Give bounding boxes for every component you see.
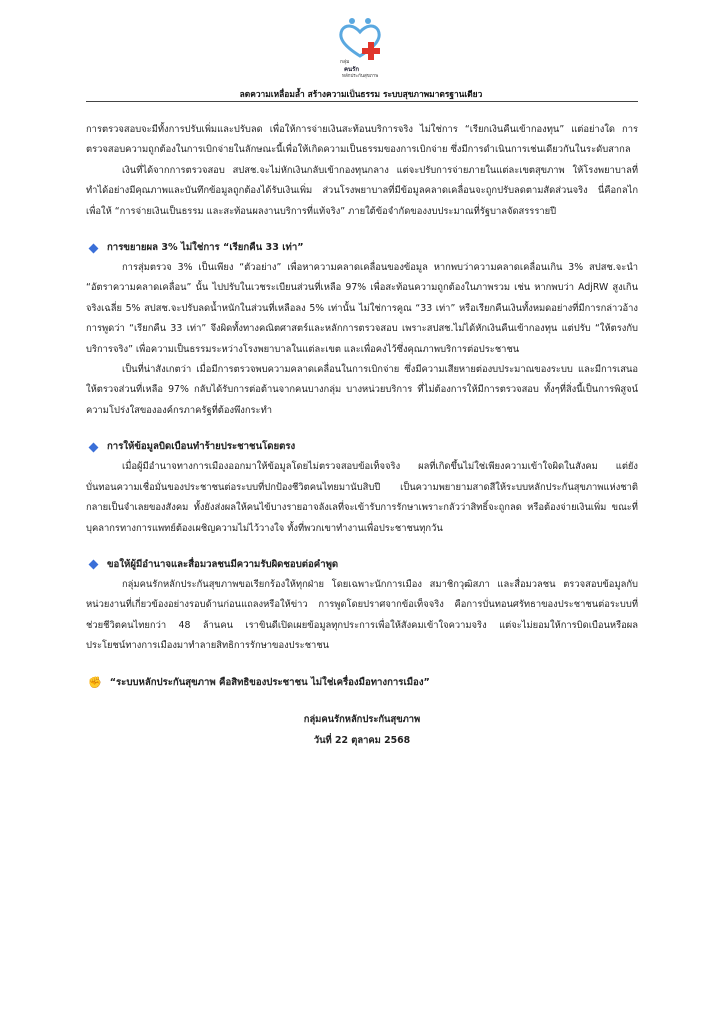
logo-text-main: คนรัก (344, 66, 359, 73)
intro-paragraph-1: การตรวจสอบจะมีทั้งการปรับเพิ่มและปรับลด เพื่อให้การจ่ายเงินสะท้อนบริการจริง ไม่ใช่การ “เรียกเงินคืนเข้ากองทุน” แต่อย่างใด การตรวจสอบความถูกต้องในการเบิกจ่ายในลักษณะนี้เพื่อให้เกิดความเป็นธรรมของการเบิกจ่าย ซึ่งมีการดำเนินการเช่นเดียวกันในระดับสากล (86, 124, 638, 156)
raised-fist-icon: ✊ (88, 675, 102, 689)
diamond-bullet-icon (89, 243, 99, 253)
section-2-heading (86, 437, 638, 457)
section-1-title: การขยายผล 3% ไม่ใช่การ “เรียกคืน 33 เท่า” (107, 242, 304, 254)
heart-cross-icon (330, 16, 390, 66)
section-3-paragraph-1: กลุ่มคนรักหลักประกันสุขภาพขอเรียกร้องให้ทุกฝ่าย โดยเฉพาะนักการเมือง สมาชิกวุฒิสภา และสื่อมวลชน ตรวจสอบข้อมูลกับหน่วยงานที่เกี่ยวข้องอย่างรอบด้านก่อนแถลงหรือให้ข่าว การพูดโดยปราศจากข้อเท็จจริง คือการบั่นทอนศรัทธาของประชาชนต่อระบบที่ช่วยชีวิตคนไทยกว่า 48 ล้านคน เราขินดีเปิดเผยข้อมูลทุกประการเพื่อให้สังคมเข้าใจความจริง แต่จะไม่ยอมให้การบิดเบือนหรือผลประโยชน์ทางการเมืองมาทำลายสิทธิการรักษาของประชาชน (86, 578, 638, 652)
document-body (86, 120, 638, 751)
diamond-bullet-icon (89, 560, 99, 570)
logo-text-sub: หลักประกันสุขภาพ (342, 74, 379, 79)
section-1-paragraph-1: การสุ่มตรวจ 3% เป็นเพียง “ตัวอย่าง” เพื่อหาความคลาดเคลื่อนของข้อมูล หากพบว่าความคลาดเคลื่อนเกิน 3% สปสช.จะนำ “อัตราความคลาดเคลื่อน” นั้น ไปปรับในเวชระเบียนส่วนที่เหลือ 97% เพื่อสะท้อนความถูกต้องในภาพรวม เช่น หากพบว่า AdjRW สูงเกินจริงเฉลี่ย 5% สปสช.จะปรับลดน้ำหนักในส่วนที่เหลือลง 5% เท่านั้น ไม่ใช่การคูณ “33 เท่า” หรือเรียกคืนเงินทั้งหมดอย่างที่มีการกล่าวอ้าง การพูดว่า “เรียกคืน 33 เท่า” จึงผิดทั้งทางคณิตศาสตร์และหลักการตรวจสอบ เพราะสปสช.ไม่ได้หักเงินคืนเข้ากองทุน แต่ปรับ “ให้ตรงกับบริการจริง” เพื่อความเป็นธรรมระหว่างโรงพยาบาลในแต่ละเขต และเพื่อคงไว้ซึ่งคุณภาพบริการต่อประชาชน (86, 262, 638, 355)
section-1-paragraph-2: เป็นที่น่าสังเกตว่า เมื่อมีการตรวจพบความคลาดเคลื่อนในการเบิกจ่าย ซึ่งมีความเสียหายต่องบประมาณของระบบ และมีการเสนอให้ตรวจส่วนที่เหลือ 97% กลับได้รับการต่อต้านจากคนบางกลุ่ม บางหน่วยบริการ ที่ไม่ต้องการให้มีการตรวจสอบ ทั้งๆที่สิ่งนี้เป็นการพิสูจน์ความโปร่งใสขององค์กรภาครัฐที่ต้องพึงกระทำ (86, 364, 638, 416)
section-2-title: การให้ข้อมูลบิดเบือนทำร้ายประชาชนโดยตรง (107, 441, 296, 453)
logo-text-small: กลุ่ม (340, 59, 350, 65)
signature-org: กลุ่มคนรักหลักประกันสุขภาพ (303, 713, 421, 725)
section-2-paragraph-1: เมื่อผู้มีอำนาจทางการเมืองออกมาให้ข้อมูลโดยไม่ตรวจสอบข้อเท็จจริง ผลที่เกิดขึ้นไม่ใช่เพียงความเข้าใจผิดในสังคม แต่ยังบั่นทอนความเชื่อมั่นของประชาชนต่อระบบที่ปกป้องชีวิตคนไทยมานับสิบปี เป็นความพยายามสาดสีให้ระบบหลักประกันสุขภาพแห่งชาติกลายเป็นจำเลยของสังคม ทั้งยังส่งผลให้คนไข้บางรายอาจลังเลที่จะเข้ารับการรักษาเพราะกลัวว่าสิทธิ์จะถูกลด หรือต้องจ่ายเงินเพิ่ม ขณะที่บุคลากรทางการแพทย์ต้องเผชิญความไม่ไว้วางใจ ทั้งที่พวกเขาทำงานเพื่อประชาชนทุกวัน (86, 461, 638, 534)
section-3-title: ขอให้ผู้มีอำนาจและสื่อมวลชนมีความรับผิดชอบต่อคำพูด (107, 558, 339, 570)
org-logo (330, 16, 390, 80)
header-divider (86, 101, 638, 102)
section-3-heading (86, 555, 638, 575)
signature-date: วันที่ 22 ตุลาคม 2568 (313, 734, 411, 746)
closing-quote (86, 673, 638, 693)
closing-quote-text: “ระบบหลักประกันสุขภาพ คือสิทธิของประชาชน ไม่ใช่เครื่องมือทางการเมือง” (109, 676, 430, 688)
intro-paragraph-2: เงินที่ได้จากการตรวจสอบ สปสช.จะไม่หักเงินกลับเข้ากองทุนกลาง แต่จะปรับการจ่ายภายในแต่ละเขตสุขภาพ ให้โรงพยาบาลที่ทำได้อย่างมีคุณภาพและบันทึกข้อมูลถูกต้องได้รับเงินเพิ่ม ส่วนโรงพยาบาลที่มีข้อมูลคลาดเคลื่อนจะถูกปรับลดตามสัดส่วนจริง นี่คือกลไกเพื่อให้ “การจ่ายเงินเป็นธรรม และสะท้อนผลงานบริการที่แท้จริง” ภายใต้ข้อจำกัดของงบประมาณที่รัฐบาลจัดสรรรายปี (86, 164, 638, 217)
section-1-heading (86, 238, 638, 258)
diamond-bullet-icon (89, 442, 99, 452)
header-slogan: ลดความเหลื่อมล้ำ สร้างความเป็นธรรม ระบบสุขภาพมาตรฐานเดียว (239, 89, 483, 99)
